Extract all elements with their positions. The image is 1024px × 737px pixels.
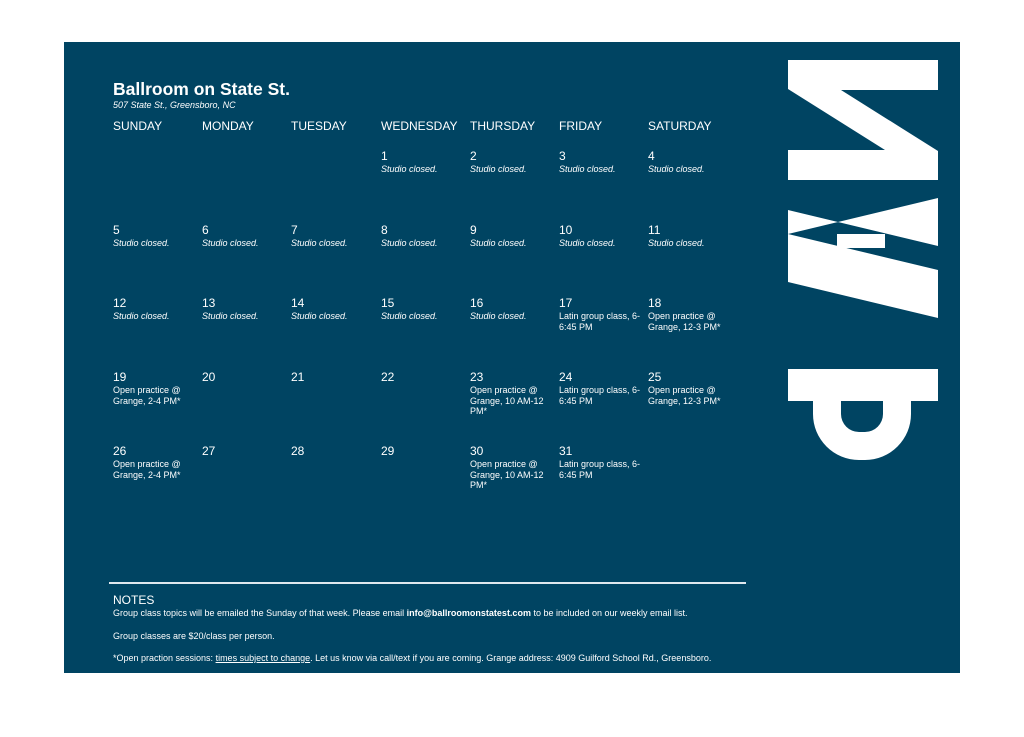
- day-event-note: Studio closed.: [470, 238, 527, 248]
- calendar-day-cell: [381, 297, 467, 367]
- calendar-sheet: [64, 42, 960, 673]
- calendar-day-cell: [202, 150, 288, 220]
- day-name-sunday: SUNDAY: [113, 119, 163, 133]
- calendar-day-cell: [113, 297, 199, 367]
- calendar-day-cell: [470, 224, 556, 294]
- calendar-day-cell: [291, 371, 377, 441]
- notes-email-text-after: to be included on our weekly email list.: [530, 608, 688, 618]
- day-event-note: Studio closed.: [202, 311, 259, 321]
- day-name-thursday: THURSDAY: [470, 119, 536, 133]
- day-number: 3: [559, 149, 566, 163]
- day-number: 11: [648, 223, 661, 237]
- day-event-note: Studio closed.: [291, 238, 348, 248]
- day-number: 4: [648, 149, 655, 163]
- notes-heading: NOTES: [113, 593, 155, 607]
- calendar-day-cell: [381, 224, 467, 294]
- calendar-day-cell: [291, 224, 377, 294]
- day-number: 2: [470, 149, 477, 163]
- calendar-day-cell: [113, 371, 199, 441]
- day-event-note: Open practice @ Grange, 2-4 PM*: [113, 385, 181, 406]
- day-event-note: Open practice @ Grange, 12-3 PM*: [648, 385, 721, 406]
- calendar-day-cell: [381, 371, 467, 441]
- day-number: 27: [202, 444, 216, 458]
- calendar-day-cell: [559, 150, 645, 220]
- day-event-note: Open practice @ Grange, 2-4 PM*: [113, 459, 181, 480]
- calendar-day-cell: [291, 445, 377, 515]
- day-number: 17: [559, 296, 573, 310]
- day-number: 10: [559, 223, 573, 237]
- day-event-note: Latin group class, 6-6:45 PM: [559, 385, 641, 406]
- day-event-note: Studio closed.: [381, 311, 438, 321]
- calendar-day-cell: [470, 297, 556, 367]
- notes-open-practice-text-after: . Let us know via call/text if you are coming. Grange address: 4909 Guilford School Rd., Greensboro.: [310, 653, 712, 663]
- calendar-day-cell: [559, 445, 645, 515]
- times-subject-to-change-link[interactable]: times subject to change: [215, 653, 311, 663]
- calendar-day-cell: [648, 445, 734, 515]
- day-number: 18: [648, 296, 662, 310]
- calendar-day-cell: [202, 297, 288, 367]
- notes-divider: [109, 582, 746, 584]
- day-number: 1: [381, 149, 388, 163]
- day-event-note: Studio closed.: [648, 238, 705, 248]
- calendar-day-cell: [470, 371, 556, 441]
- day-event-note: Studio closed.: [202, 238, 259, 248]
- calendar-day-cell: [559, 224, 645, 294]
- day-number: 20: [202, 370, 216, 384]
- calendar-day-cell: [291, 297, 377, 367]
- day-event-note: Studio closed.: [470, 164, 527, 174]
- day-number: 30: [470, 444, 484, 458]
- day-event-note: Studio closed.: [381, 164, 438, 174]
- day-event-note: Studio closed.: [470, 311, 527, 321]
- notes-email-address[interactable]: info@ballroomonstatest.com: [406, 608, 531, 618]
- day-number: 13: [202, 296, 216, 310]
- day-number: 6: [202, 223, 209, 237]
- notes-open-practice-text-before: *Open praction sessions:: [113, 653, 216, 663]
- calendar-day-cell: [470, 150, 556, 220]
- calendar-day-cell: [202, 224, 288, 294]
- day-event-note: Studio closed.: [559, 238, 616, 248]
- studio-name: Ballroom on State St.: [113, 79, 290, 99]
- day-name-monday: MONDAY: [202, 119, 254, 133]
- day-name-wednesday: WEDNESDAY: [381, 119, 458, 133]
- notes-email-line: [113, 608, 688, 618]
- day-event-note: Studio closed.: [559, 164, 616, 174]
- day-event-note: Open practice @ Grange, 10 AM-12 PM*: [470, 385, 544, 416]
- notes-open-practice-line: [113, 653, 711, 663]
- day-event-note: Open practice @ Grange, 10 AM-12 PM*: [470, 459, 544, 490]
- day-event-note: Studio closed.: [291, 311, 348, 321]
- calendar-day-cell: [113, 224, 199, 294]
- calendar-day-cell: [648, 150, 734, 220]
- day-number: 25: [648, 370, 662, 384]
- day-name-saturday: SATURDAY: [648, 119, 712, 133]
- calendar-day-cell: [202, 371, 288, 441]
- day-event-note: Studio closed.: [648, 164, 705, 174]
- calendar-day-cell: [113, 150, 199, 220]
- day-number: 15: [381, 296, 395, 310]
- studio-address: 507 State St., Greensboro, NC: [113, 100, 236, 110]
- day-number: 31: [559, 444, 573, 458]
- day-event-note: Open practice @ Grange, 12-3 PM*: [648, 311, 721, 332]
- day-name-tuesday: TUESDAY: [291, 119, 347, 133]
- month-banner: [783, 58, 943, 466]
- calendar-day-cell: [113, 445, 199, 515]
- day-number: 28: [291, 444, 305, 458]
- notes-price-line: Group classes are $20/class per person.: [113, 631, 275, 641]
- day-number: 19: [113, 370, 127, 384]
- day-number: 26: [113, 444, 127, 458]
- day-number: 9: [470, 223, 477, 237]
- calendar-day-cell: [648, 371, 734, 441]
- calendar-day-cell: [381, 445, 467, 515]
- day-number: 22: [381, 370, 395, 384]
- day-number: 14: [291, 296, 305, 310]
- day-number: 8: [381, 223, 388, 237]
- day-number: 23: [470, 370, 484, 384]
- day-number: 21: [291, 370, 305, 384]
- day-number: 12: [113, 296, 127, 310]
- day-event-note: Latin group class, 6-6:45 PM: [559, 459, 641, 480]
- day-event-note: Studio closed.: [381, 238, 438, 248]
- calendar-day-cell: [648, 224, 734, 294]
- day-name-friday: FRIDAY: [559, 119, 603, 133]
- calendar-day-cell: [381, 150, 467, 220]
- calendar-day-cell: [559, 371, 645, 441]
- calendar-day-cell: [559, 297, 645, 367]
- day-number: 29: [381, 444, 395, 458]
- day-number: 5: [113, 223, 120, 237]
- day-event-note: Latin group class, 6-6:45 PM: [559, 311, 641, 332]
- day-event-note: Studio closed.: [113, 311, 170, 321]
- day-event-note: Studio closed.: [113, 238, 170, 248]
- day-number: 24: [559, 370, 573, 384]
- calendar-day-cell: [470, 445, 556, 515]
- notes-email-text-before: Group class topics will be emailed the Sunday of that week. Please email: [113, 608, 407, 618]
- day-number: 7: [291, 223, 298, 237]
- calendar-day-cell: [202, 445, 288, 515]
- calendar-day-cell: [291, 150, 377, 220]
- day-number: 16: [470, 296, 484, 310]
- calendar-day-cell: [648, 297, 734, 367]
